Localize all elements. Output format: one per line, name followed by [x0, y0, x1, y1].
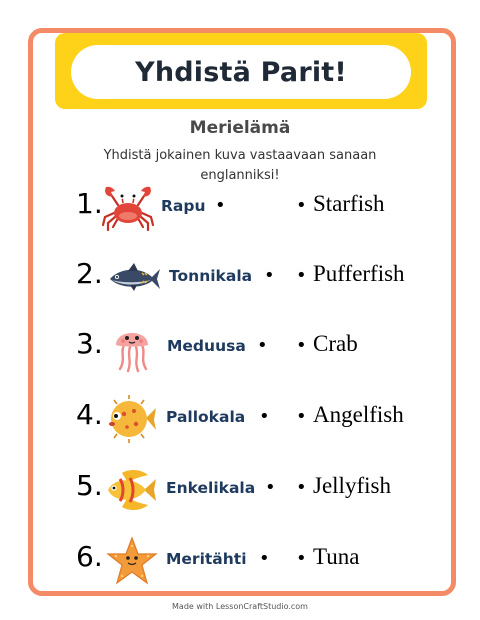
- finnish-word: Pallokala: [166, 408, 246, 426]
- page-title: Yhdistä Parit!: [135, 56, 347, 88]
- english-word: Starfish: [313, 191, 385, 216]
- row-number: 4.: [76, 398, 103, 431]
- row-number: 3.: [76, 327, 103, 360]
- footer-credit: Made with LessonCraftStudio.com: [172, 602, 308, 611]
- pufferfish-icon: [102, 394, 158, 444]
- english-word: Tuna: [313, 544, 360, 569]
- match-dot-left[interactable]: •: [265, 477, 276, 498]
- match-dot-left[interactable]: •: [259, 548, 270, 569]
- match-row-4: [0, 394, 480, 444]
- match-dot-right[interactable]: •: [296, 477, 307, 498]
- match-dot-left[interactable]: •: [257, 335, 268, 356]
- match-dot-left[interactable]: •: [215, 195, 226, 216]
- starfish-icon: [104, 536, 160, 586]
- match-row-6: [0, 536, 480, 586]
- english-word: Angelfish: [313, 402, 404, 427]
- title-pill: [71, 45, 411, 99]
- tuna-icon: [106, 253, 162, 303]
- match-dot-left[interactable]: •: [264, 265, 275, 286]
- match-dot-right[interactable]: •: [296, 265, 307, 286]
- row-number: 5.: [76, 469, 103, 502]
- crab-icon: [100, 183, 156, 233]
- match-dot-left[interactable]: •: [259, 406, 270, 427]
- match-row-3: [0, 323, 480, 373]
- row-number: 1.: [76, 187, 103, 220]
- match-dot-right[interactable]: •: [296, 548, 307, 569]
- jellyfish-icon: [104, 323, 160, 373]
- instruction-text: Yhdistä jokainen kuva vastaavaan sanaan englanniksi!: [103, 148, 377, 183]
- match-row-1: [0, 183, 480, 233]
- english-word: Crab: [313, 331, 358, 356]
- finnish-word: Meduusa: [167, 337, 246, 355]
- finnish-word: Enkelikala: [166, 479, 256, 497]
- match-row-5: [0, 465, 480, 515]
- finnish-word: Rapu: [161, 197, 206, 215]
- subtitle: Merielämä: [189, 118, 291, 138]
- angelfish-icon: [102, 465, 158, 515]
- finnish-word: Tonnikala: [169, 267, 253, 285]
- row-number: 6.: [76, 540, 103, 573]
- match-dot-right[interactable]: •: [296, 335, 307, 356]
- english-word: Jellyfish: [313, 473, 391, 498]
- match-dot-right[interactable]: •: [296, 195, 307, 216]
- match-dot-right[interactable]: •: [296, 406, 307, 427]
- finnish-word: Meritähti: [166, 550, 247, 568]
- match-row-2: [0, 253, 480, 303]
- row-number: 2.: [76, 257, 103, 290]
- english-word: Pufferfish: [313, 261, 405, 286]
